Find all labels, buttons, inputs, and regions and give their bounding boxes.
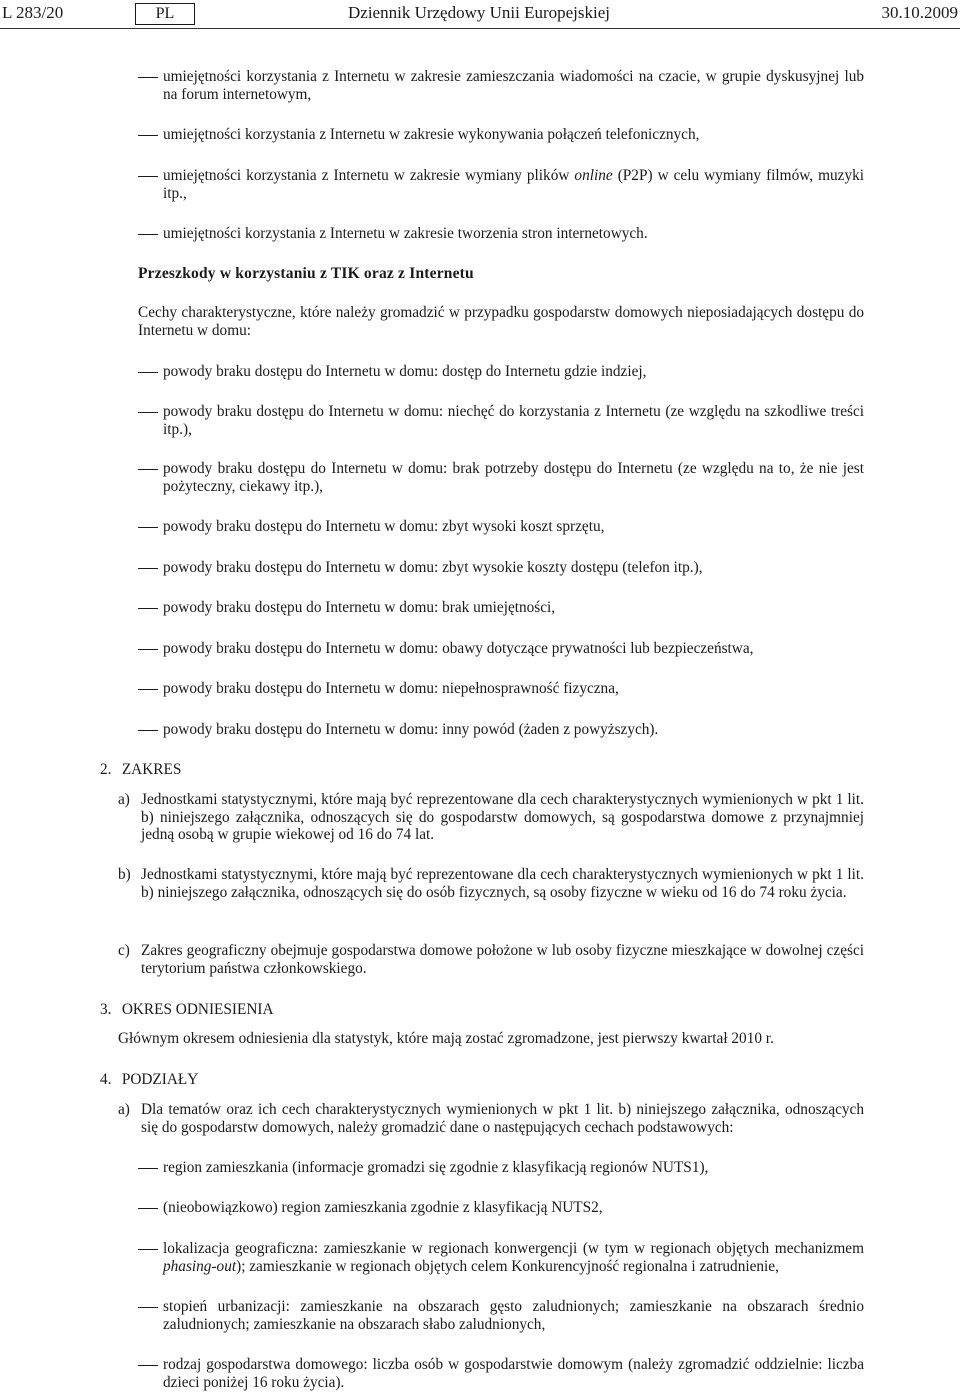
journal-title: Dziennik Urzędowy Unii Europejskiej: [348, 3, 611, 22]
paragraph: Cechy charakterystyczne, które należy gromadzić w przypadku gospodarstw domowych nieposiadających dostępu do Internetu w domu:: [138, 304, 864, 339]
section-title: 3. OKRES ODNIESIENIA: [100, 1001, 274, 1018]
section-title: 4. PODZIAŁY: [100, 1071, 199, 1088]
paragraph: Głównym okresem odniesienia dla statystyk, które mają zostać zgromadzone, jest pierwszy kwartał 2010 r.: [118, 1030, 774, 1047]
section-heading: Przeszkody w korzystaniu z TIK oraz z Internetu: [138, 265, 474, 282]
document-page: L 283/20 PL Dziennik Urzędowy Unii Europejskiej 30.10.2009 umiejętności korzystania z Internetu w zakresie zamieszczania wiadomości na czacie, w grupie dyskusyjnej lub na forum internetowym, umiejętności korzystania z Internetu w zakresie wykonywania połączeń telefonicznych, umiejętności korzystania z Internetu w zakresie wymiany plików online (P2P) w celu wymiany filmów, muzyki itp., umiejętności korzystania z Internetu w zakresie tworzenia stron internetowych. Przeszkody w korzystaniu z TIK oraz z Internetu Cechy charakterystyczne, które należy gromadzić w przypadku gospodarstw domowych nieposiadających dostępu do Internetu w domu: powody braku dostępu do Internetu w domu: dostęp do Internetu gdzie indziej, powody braku dostępu do Internetu w domu: niechęć do korzystania z Internetu (ze względu na szkodliwe treści itp.), powody braku dostępu do Internetu w domu: brak potrzeby dostępu do Internetu (ze względu na to, że nie jest pożyteczny, ciekawy itp.), powody braku dostępu do Internetu w domu: zbyt wysoki koszt sprzętu, powody braku dostępu do Internetu w domu: zbyt wysokie koszty dostępu (telefon itp.), powody braku dostępu do Internetu w domu: brak umiejętności, powody braku dostępu do Internetu w domu: obawy dotyczące prywatności lub bezpieczeństwa, powody braku dostępu do Internetu w domu: niepełnosprawność fizyczna, powody braku dostępu do Internetu w domu: inny powód (żaden z powyższych). 2. ZAKRES a) Jednostkami statystycznymi, które mają być reprezentowane dla cech charakterystycznych wymienionych w pkt 1 lit. b) niniejszego załącznika, odnoszących się do gospodarstw domowych, są gospodarstwa domowe z przynajmniej jedną osobą w grupie wiekowej od 16 do 74 lat. b) Jednostkami statystycznymi, które mają być reprezentowane dla cech charakterystycznych wymienionych w pkt 1 lit. b) niniejszego załącznika, odnoszących się do osób fizycznych, są osoby fizyczne w wieku od 16 do 74 roku życia. c) Zakres geograficzny obejmuje gospodarstwa domowe położone w lub osoby fizyczne mieszkające w dowolnej części terytorium państwa członkowskiego. 3. OKRES ODNIESIENIA Głównym okresem odniesienia dla statystyk, które mają zostać zgromadzone, jest pierwszy kwartał 2010 r. 4. PODZIAŁY a) Dla tematów oraz ich cech charakterystycznych wymienionych w pkt 1 lit. b) niniejszego załącznika, odnoszących się do gospodarstw domowych, należy gromadzić dane o następujących cechach podstawowych: region zamieszkania (informacje gromadzi się zgodnie z klasyfikacją regionów NUTS1), (nieobowiązkowo) region zamieszkania zgodnie z klasyfikacją NUTS2, lokalizacja geograficzna: zamieszkanie w regionach konwergencji (w tym w regionach objętych mechanizmem phasing-out); zamieszkanie w regionach objętych celem Konkurencyjność regionalna i zatrudnienie, stopień urbanizacji: zamieszkanie na obszarach gęsto zaludnionych; zamieszkanie na obszarach średnio zaludnionych; zamieszkanie na obszarach słabo zaludnionych, rodzaj gospodarstwa domowego: liczba osób w gospodarstwie domowym (należy zgromadzić oddzielnie: liczba dzieci poniżej 16 roku życia).: [2, 3, 958, 1391]
language-badge: PL: [135, 3, 195, 25]
page-reference: L 283/20: [2, 3, 64, 22]
section-title: 2. ZAKRES: [100, 761, 182, 778]
header-divider: [0, 28, 960, 29]
page-header: [0, 4, 960, 26]
publication-date: 30.10.2009: [881, 3, 958, 22]
